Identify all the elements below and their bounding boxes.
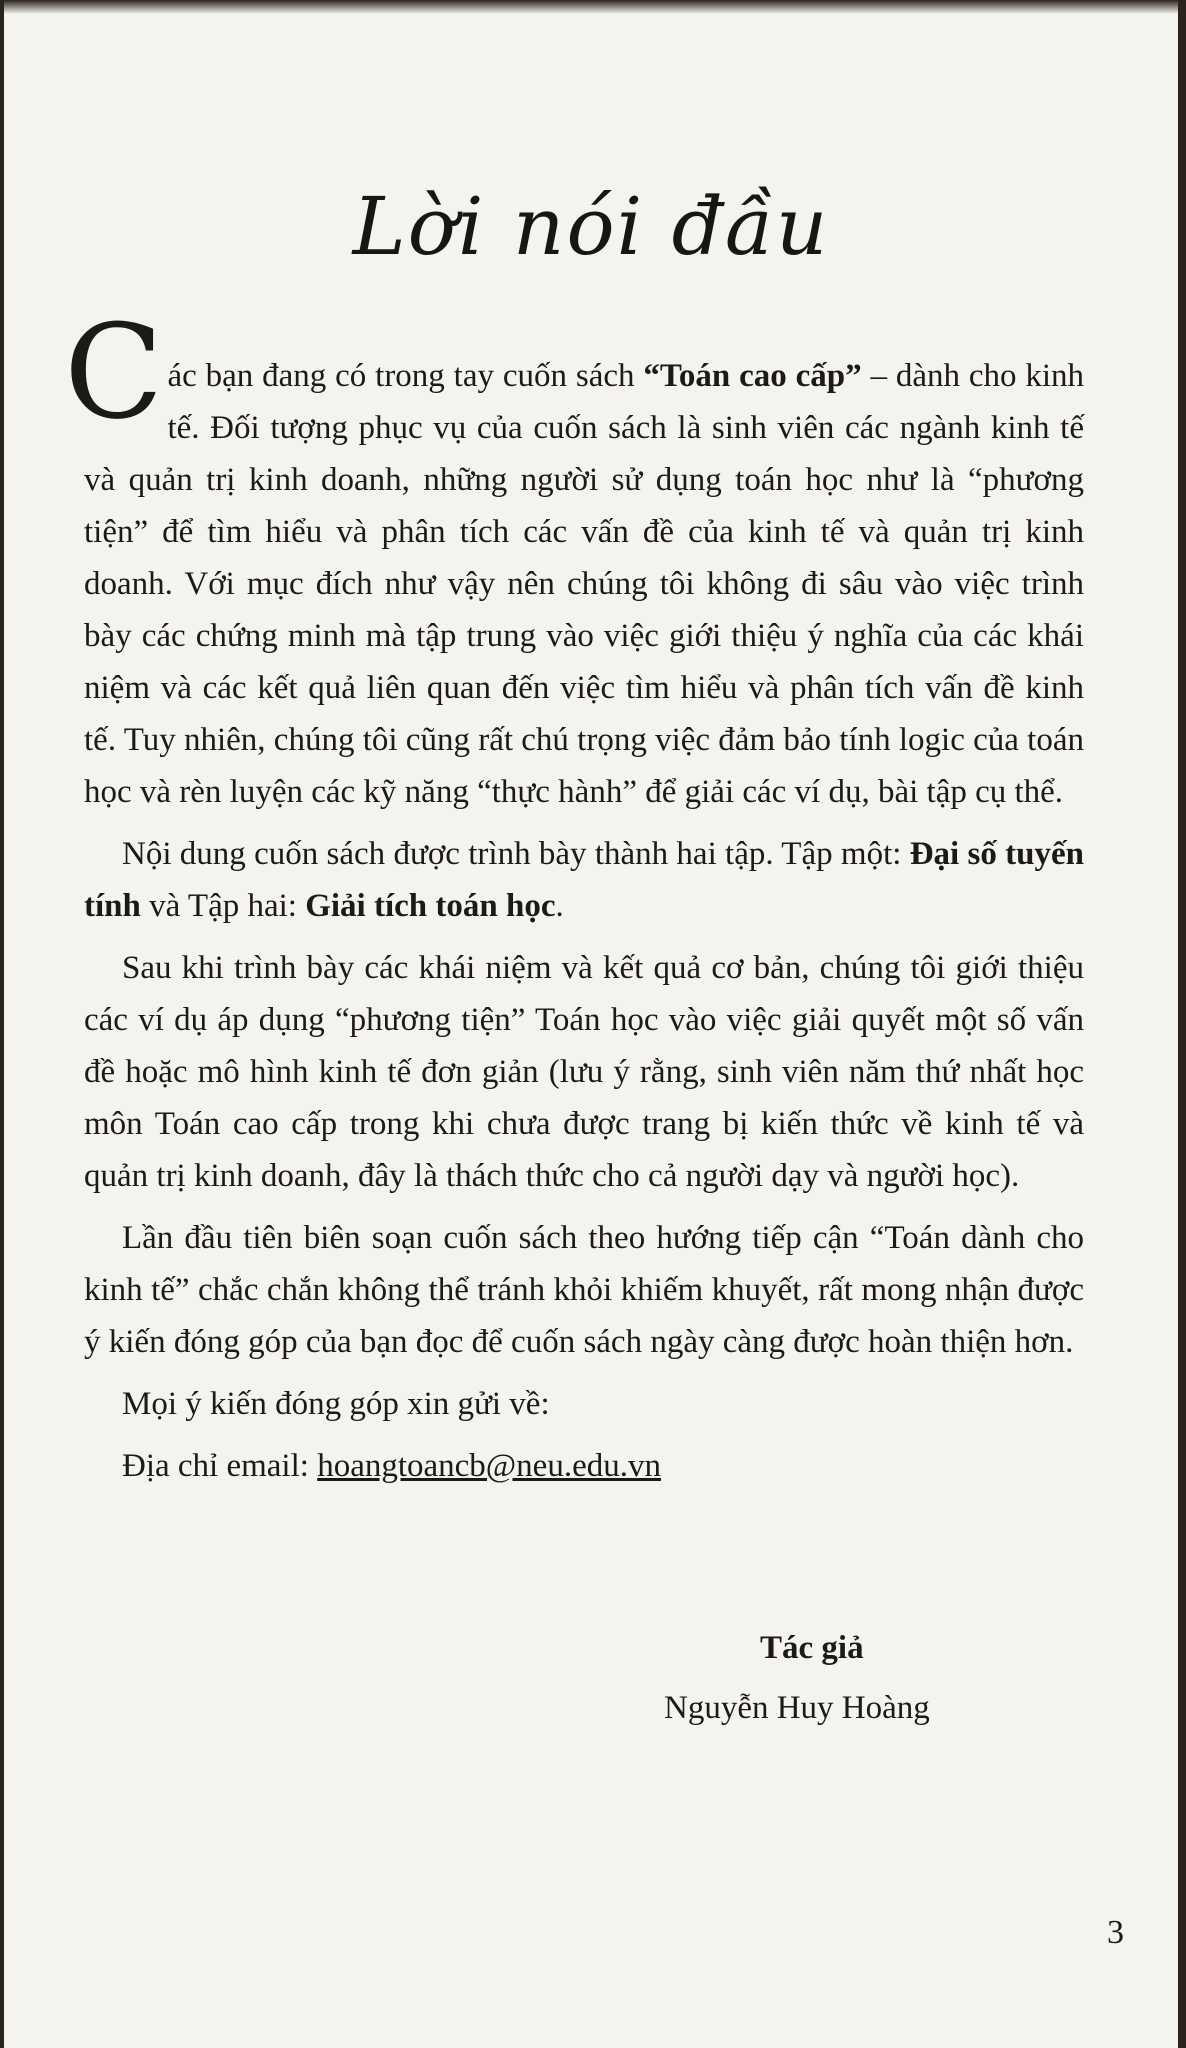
para2-text-b: và Tập hai: (140, 888, 306, 924)
para2-text-a: Nội dung cuốn sách được trình bày thành hai tập. Tập một: (122, 836, 910, 872)
author-label: Tác giả (760, 1630, 864, 1666)
body-text (64, 296, 1085, 1502)
paragraph-1 (64, 296, 1085, 818)
book-title-bold: “Toán cao cấp” (643, 358, 862, 394)
book-page (4, 0, 1178, 2048)
paragraph-3: Sau khi trình bày các khái niệm và kết quả cơ bản, chúng tôi giới thiệu các ví dụ áp dụng “phương tiện” Toán học vào việc giải quyết một số vấn đề hoặc mô hình kinh tế đơn giản (lưu ý rằng, sinh viên năm thứ nhất học môn Toán cao cấp trong khi chưa được trang bị kiến thức về kinh tế và quản trị kinh doanh, đây là thách thức cho cả người dạy và người học). (84, 950, 1084, 1194)
email-link[interactable]: hoangtoancb@neu.edu.vn (317, 1448, 661, 1484)
paragraph-2 (84, 828, 1084, 932)
volume-two-title: Giải tích toán học (305, 888, 556, 924)
para1-text-a: ác bạn đang có trong tay cuốn sách (167, 358, 644, 394)
page-number: 3 (1107, 1914, 1124, 1951)
contact-line: Mọi ý kiến đóng góp xin gửi về: (122, 1386, 550, 1422)
paragraph-4: Lần đầu tiên biên soạn cuốn sách theo hướng tiếp cận “Toán dành cho kinh tế” chắc chắn không thể tránh khỏi khiếm khuyết, rất mong nhận được ý kiến đóng góp của bạn đọc để cuốn sách ngày càng được hoàn thiện hơn. (84, 1220, 1084, 1360)
email-label: Địa chỉ email: (122, 1448, 318, 1484)
page-title: Lời nói đầu (352, 180, 830, 273)
email-line (84, 1440, 1084, 1492)
volume-one-title: Đại số tuyến tính (84, 836, 1084, 924)
para2-text-c: . (555, 888, 564, 924)
drop-cap: C (64, 296, 164, 448)
para1-text-b: – dành cho kinh tế. Đối tượng phục vụ của cuốn sách là sinh viên các ngành kinh tế và quản trị kinh doanh, những người sử dụng toán học như là “phương tiện” để tìm hiểu và phân tích các vấn đề của kinh tế và quản trị kinh doanh. Với mục đích như vậy nên chúng tôi không đi sâu vào việc trình bày các chứng minh mà tập trung vào việc giới thiệu ý nghĩa của các khái niệm và các kết quả liên quan đến việc tìm hiểu và phân tích vấn đề kinh tế. Tuy nhiên, chúng tôi cũng rất chú trọng việc đảm bảo tính logic của toán học và rèn luyện các kỹ năng “thực hành” để giải các ví dụ, bài tập cụ thể. (84, 358, 1085, 810)
author-name: Nguyễn Huy Hoàng (664, 1690, 930, 1726)
page-top-shadow (4, 0, 1178, 14)
